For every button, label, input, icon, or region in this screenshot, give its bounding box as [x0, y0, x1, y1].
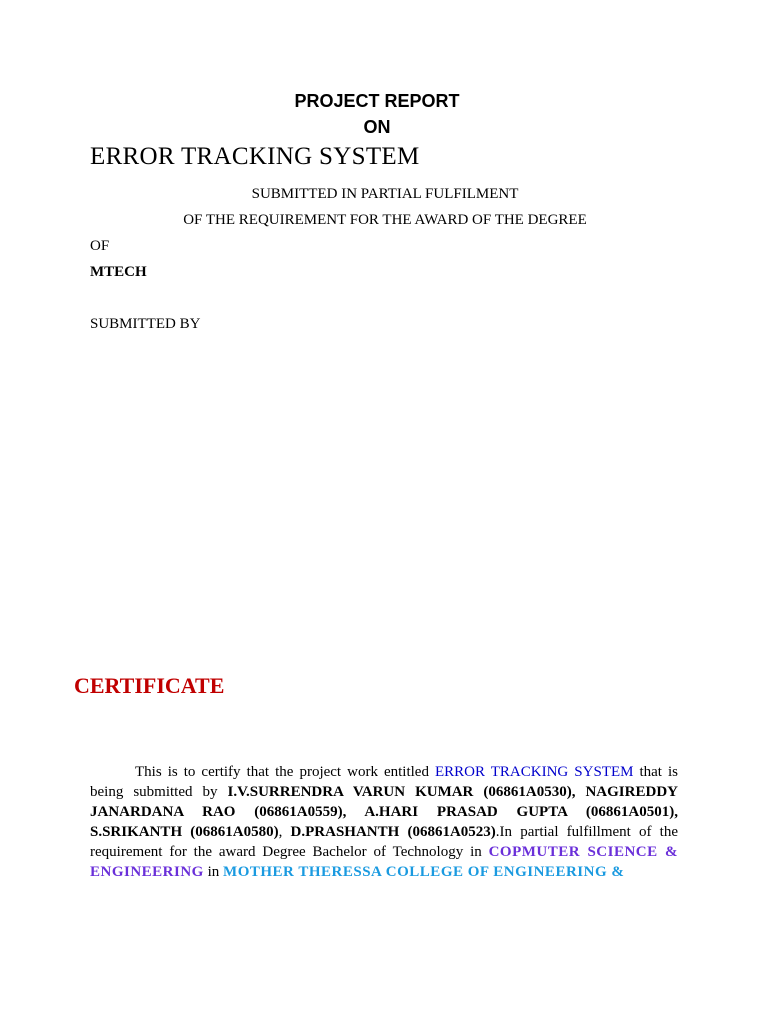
cert-text-in: in	[203, 864, 224, 880]
certificate-heading: CERTIFICATE	[74, 673, 225, 698]
cert-separator: ,	[278, 824, 291, 840]
submission-line2: OF THE REQUIREMENT FOR THE AWARD OF THE DEGREE	[183, 212, 587, 228]
report-heading-line1: PROJECT REPORT	[294, 91, 460, 111]
cert-project-title: ERROR TRACKING SYSTEM	[434, 764, 634, 780]
cert-students-group2: D.PRASHANTH (06861A0523)	[290, 824, 496, 840]
submission-line1: SUBMITTED IN PARTIAL FULFILMENT	[251, 186, 519, 202]
cert-text-intro: This is to certify that the project work entitled	[135, 764, 435, 780]
cert-department: COPMUTER SCIENCE & ENGINEERING	[90, 844, 678, 880]
cert-college: MOTHER THERESSA COLLEGE OF ENGINEERING &	[223, 864, 625, 880]
degree-name: MTECH	[90, 264, 147, 280]
submitted-by-label: SUBMITTED BY	[90, 316, 201, 332]
cert-text-submitted: that is being submitted by	[90, 764, 678, 800]
of-label: OF	[90, 238, 110, 254]
cert-text-fulfillment: .In partial fulfillment of the requirement for the award Degree Bachelor of Technology in	[90, 824, 678, 860]
certificate-paragraph	[90, 762, 678, 882]
project-title: ERROR TRACKING SYSTEM	[90, 143, 420, 170]
cert-students-group1: I.V.SURRENDRA VARUN KUMAR (06861A0530), NAGIREDDY JANARDANA RAO (06861A0559), A.HARI PRASAD GUPTA (06861A0501), S.SRIKANTH (06861A0580)	[90, 784, 678, 840]
report-heading-line2: ON	[363, 117, 391, 137]
